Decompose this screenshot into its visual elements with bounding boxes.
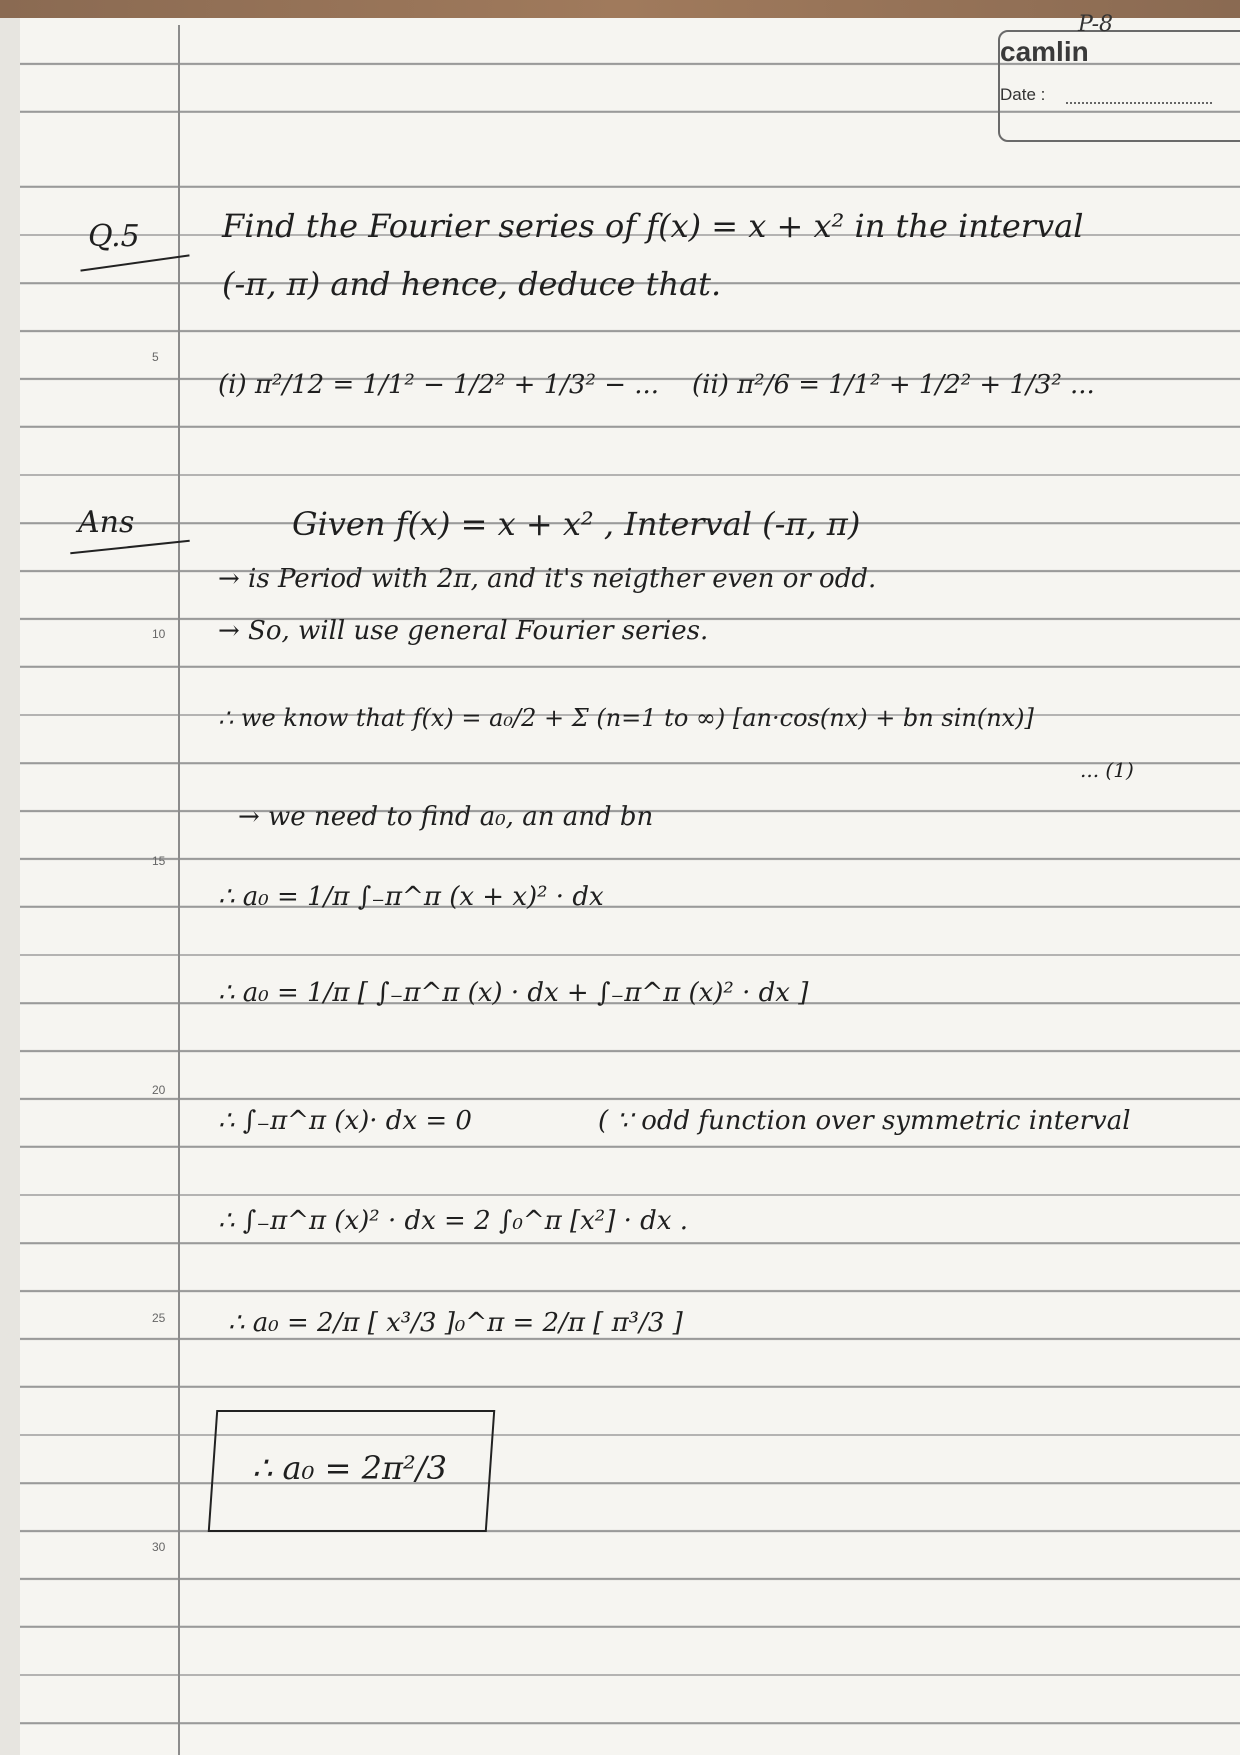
- page-number: P-8: [1078, 12, 1114, 37]
- date-field-line: [1066, 102, 1212, 104]
- line-number: 25: [152, 1311, 166, 1325]
- page-top-edge: [0, 0, 1240, 18]
- line-number: 5: [152, 350, 159, 364]
- odd-function-reason: ( ∵ odd function over symmetric interval: [598, 1106, 1131, 1136]
- even-integral: ∴ ∫₋π^π (x)² · dx = 2 ∫₀^π [x²] · dx .: [218, 1206, 689, 1236]
- notebook-page: [20, 0, 1240, 1755]
- a0-equation-2: ∴ a₀ = 1/π [ ∫₋π^π (x) · dx + ∫₋π^π (x)² · dx ]: [218, 978, 809, 1008]
- question-part-1: (i) π²/12 = 1/1² − 1/2² + 1/3² − ...: [218, 370, 660, 400]
- line-number: 15: [152, 854, 166, 868]
- answer-label: Ans: [78, 505, 135, 540]
- answer-step-1: → is Period with 2π, and it's neigther even or odd.: [218, 564, 877, 594]
- line-number: 20: [152, 1083, 166, 1097]
- answer-given: Given f(x) = x + x² , Interval (-π, π): [292, 505, 861, 543]
- a0-equation-1: ∴ a₀ = 1/π ∫₋π^π (x + x)² · dx: [218, 882, 604, 912]
- a0-result: ∴ a₀ = 2π²/3: [252, 1449, 447, 1487]
- equation-tag: ... (1): [1080, 758, 1134, 782]
- fourier-formula: ∴ we know that f(x) = a₀/2 + Σ (n=1 to ∞) [an·cos(nx) + bn sin(nx)]: [218, 704, 1034, 732]
- brand-logo: camlin: [1000, 36, 1089, 67]
- margin-line: [178, 25, 180, 1755]
- line-number: 30: [152, 1540, 166, 1554]
- odd-integral: ∴ ∫₋π^π (x)· dx = 0: [218, 1106, 472, 1136]
- question-line-2: (-π, π) and hence, deduce that.: [222, 265, 722, 303]
- question-line-1: Find the Fourier series of f(x) = x + x² in the interval: [222, 207, 1084, 245]
- question-label: Q.5: [88, 219, 140, 254]
- date-label: Date :: [1000, 85, 1046, 104]
- answer-step-3: → we need to find a₀, an and bn: [238, 802, 654, 832]
- line-number: 10: [152, 627, 166, 641]
- answer-step-2: → So, will use general Fourier series.: [218, 616, 709, 646]
- a0-equation-3: ∴ a₀ = 2/π [ x³/3 ]₀^π = 2/π [ π³/3 ]: [228, 1308, 683, 1338]
- question-part-2: (ii) π²/6 = 1/1² + 1/2² + 1/3² ...: [692, 370, 1095, 400]
